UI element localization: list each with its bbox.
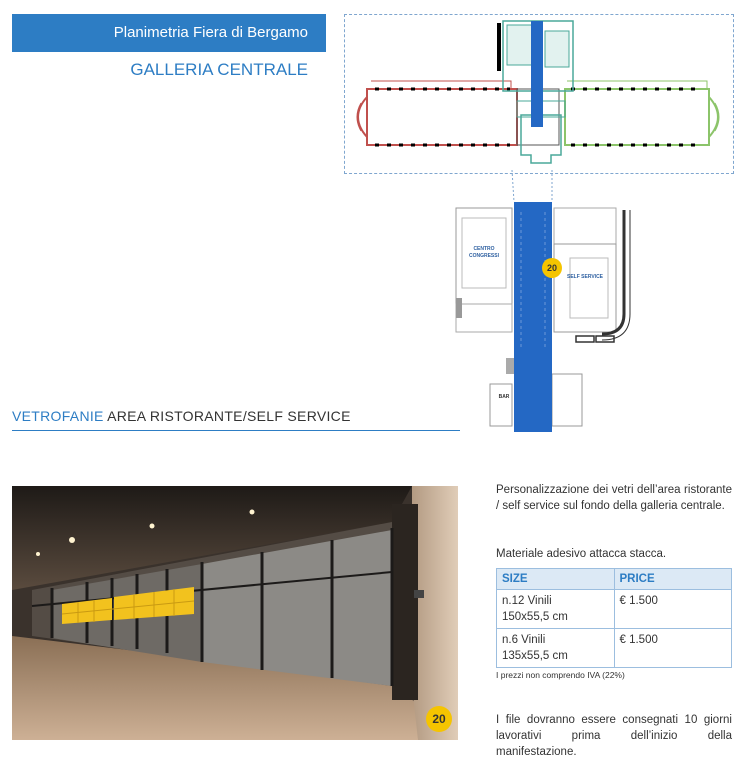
table-row [497,590,732,629]
delivery-note: I file dovranno essere consegnati 10 giorni lavorativi prima dell’inizio della manifestazione. [496,714,732,758]
section-heading [12,408,460,431]
venue-photo-illustration [12,486,458,740]
detail-floor-plan [452,198,634,432]
price-cell: € 1.500 [614,629,732,668]
right-wing-hall [565,81,719,145]
section-heading-text: AREA RISTORANTE/SELF SERVICE [107,408,351,424]
size-dimensions: 150x55,5 cm [502,611,568,623]
price-table [496,568,732,668]
size-cell [497,590,615,629]
page-title-bar [12,14,326,52]
table-row [497,629,732,668]
vat-note: I prezzi non comprendo IVA (22%) [496,670,625,680]
size-dimensions: 135x55,5 cm [502,650,568,662]
size-cell [497,629,615,668]
photo-location-badge: 20 [426,706,452,732]
size-quantity: n.12 Vinili [502,595,552,607]
label-bar: BAR [498,394,510,400]
left-wing-hall [357,81,517,145]
detail-floor-plan-drawing [452,198,634,432]
size-quantity: n.6 Vinili [502,634,546,646]
location-marker-badge: 20 [542,258,562,278]
price-table-header-row [497,569,732,590]
size-column-header: SIZE [497,569,615,590]
page-title: Planimetria Fiera di Bergamo [113,24,308,41]
overview-floor-plan-drawing [345,15,733,173]
price-column-header: PRICE [614,569,732,590]
galleria-highlight-overview [531,21,543,127]
overview-floor-plan [344,14,734,174]
label-centro-congressi: CENTRO CONGRESSI [468,246,499,259]
page-subtitle: GALLERIA CENTRALE [130,60,308,79]
galleria-highlight-detail [514,202,552,432]
label-self-service: SELF SERVICE [566,274,604,280]
price-cell: € 1.500 [614,590,732,629]
material-text: Materiale adesivo attacca stacca. [496,548,667,560]
venue-photo [12,486,458,740]
description-text: Personalizzazione dei vetri dell’area ristorante / self service sul fondo della galleria centrale. [496,484,732,512]
section-heading-highlight: VETROFANIE [12,408,104,424]
